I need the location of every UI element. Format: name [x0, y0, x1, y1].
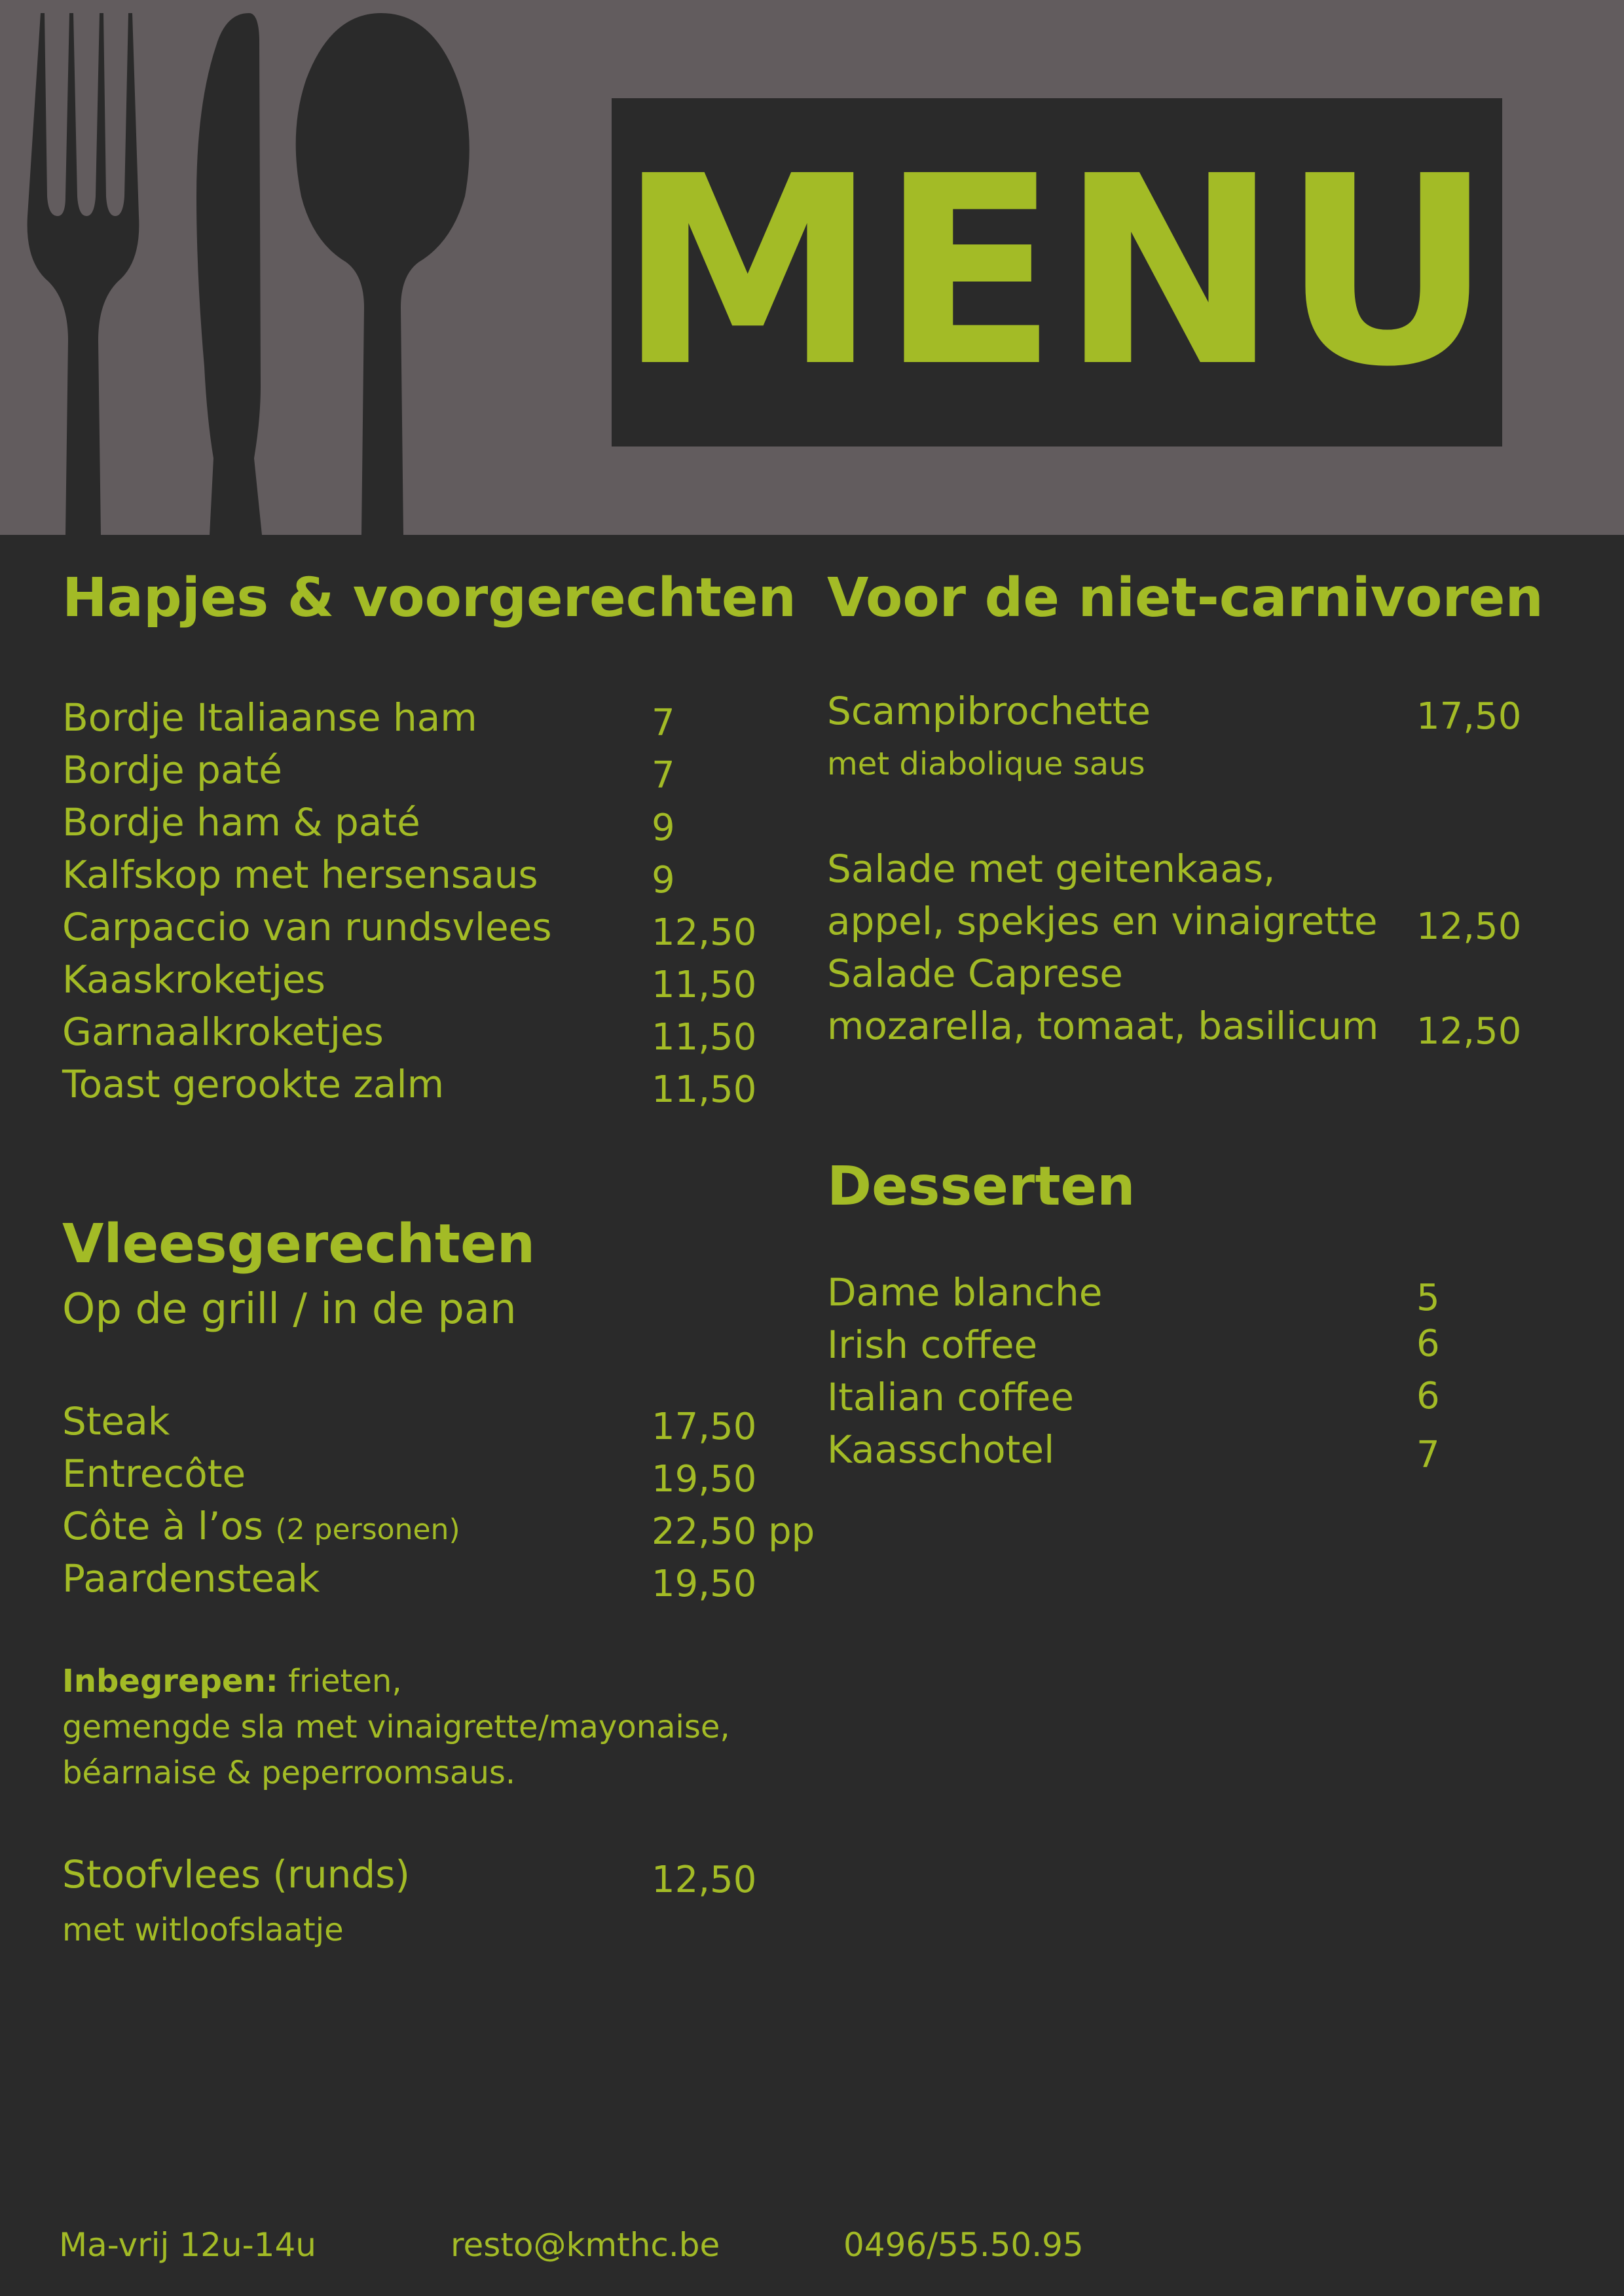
cutlery-illustration: [0, 0, 498, 535]
menu-item-price: 6: [1416, 1375, 1440, 1417]
menu-item-name: Dame blanche: [827, 1270, 1103, 1315]
menu-item-description: appel, spekjes en vinaigrette: [827, 899, 1378, 943]
menu-item-name: Salade Caprese: [827, 951, 1123, 996]
menu-item-name: Toast gerookte zalm: [62, 1062, 445, 1106]
menu-title: MENU: [618, 120, 1496, 424]
menu-item-name-with-note: [62, 1504, 460, 1548]
included-line-2: gemengde sla met vinaigrette/mayonaise,: [62, 1709, 730, 1745]
menu-item-price: 12,50: [1416, 1010, 1522, 1053]
included-text: frieten,: [288, 1663, 402, 1700]
menu-item-price: 7: [652, 754, 675, 797]
header-band: [0, 0, 1624, 535]
menu-item-price: 17,50: [652, 1406, 757, 1448]
menu-item-price: 17,50: [1416, 695, 1522, 738]
menu-item-price: 9: [652, 807, 675, 849]
included-label: Inbegrepen:: [62, 1663, 278, 1700]
fork-icon: [28, 13, 139, 535]
menu-item-price: 12,50: [652, 911, 757, 954]
menu-item-price: 7: [1416, 1434, 1440, 1476]
menu-item-name: Kaaskroketjes: [62, 957, 325, 1002]
spoon-icon: [296, 13, 470, 535]
menu-item-name: Kalfskop met hersensaus: [62, 852, 538, 897]
menu-item-price: 11,50: [652, 964, 757, 1006]
menu-item-name: Carpaccio van rundsvlees: [62, 905, 552, 949]
footer-hours: Ma-vrij 12u-14u: [59, 2226, 316, 2264]
menu-item-name: Bordje Italiaanse ham: [62, 695, 477, 740]
section-subheading-vlees: Op de grill / in de pan: [62, 1285, 517, 1334]
menu-item-name: Steak: [62, 1399, 170, 1444]
menu-item-price: 7: [652, 702, 675, 744]
footer-email[interactable]: resto@kmthc.be: [451, 2226, 720, 2264]
menu-item-name: Garnaalkroketjes: [62, 1010, 384, 1054]
menu-item-name: Bordje paté: [62, 748, 282, 792]
menu-item-price: 11,50: [652, 1068, 757, 1111]
menu-item-name: Bordje ham & paté: [62, 800, 420, 845]
included-line-1: [62, 1663, 402, 1700]
menu-item-name: Irish coffee: [827, 1322, 1038, 1367]
menu-item-price: 19,50: [652, 1563, 757, 1605]
menu-item-note: (2 personen): [275, 1513, 460, 1546]
footer-phone[interactable]: 0496/55.50.95: [843, 2226, 1084, 2264]
section-heading-hapjes: Hapjes & voorgerechten: [62, 567, 796, 629]
menu-item-description: mozarella, tomaat, basilicum: [827, 1004, 1379, 1048]
menu-item-price: 9: [652, 859, 675, 902]
section-heading-vlees: Vleesgerechten: [62, 1213, 536, 1275]
menu-item-name: Côte à l’os: [62, 1504, 264, 1548]
menu-title-box: [612, 98, 1502, 446]
menu-item-note: met witloofslaatje: [62, 1912, 344, 1948]
menu-item-price: 11,50: [652, 1016, 757, 1059]
knife-icon: [196, 13, 262, 535]
menu-item-note: met diabolique saus: [827, 746, 1145, 782]
menu-item-name: Stoofvlees (runds): [62, 1852, 411, 1897]
section-heading-niet-carnivoren: Voor de niet-carnivoren: [827, 567, 1543, 629]
menu-item-name: Scampibrochette: [827, 689, 1151, 733]
menu-item-price: 6: [1416, 1322, 1440, 1365]
included-line-3: béarnaise & peperroomsaus.: [62, 1755, 516, 1791]
menu-item-price: 22,50 pp: [652, 1510, 815, 1553]
menu-item-price: 12,50: [652, 1859, 757, 1901]
menu-item-price: 19,50: [652, 1458, 757, 1501]
menu-item-name: Entrecôte: [62, 1451, 246, 1496]
menu-item-name: Paardensteak: [62, 1556, 320, 1601]
menu-item-name: Italian coffee: [827, 1375, 1075, 1419]
menu-item-name: Salade met geitenkaas,: [827, 847, 1276, 891]
menu-item-price: 5: [1416, 1277, 1440, 1319]
menu-item-price: 12,50: [1416, 905, 1522, 948]
section-heading-desserten: Desserten: [827, 1156, 1135, 1218]
menu-item-name: Kaasschotel: [827, 1427, 1055, 1472]
